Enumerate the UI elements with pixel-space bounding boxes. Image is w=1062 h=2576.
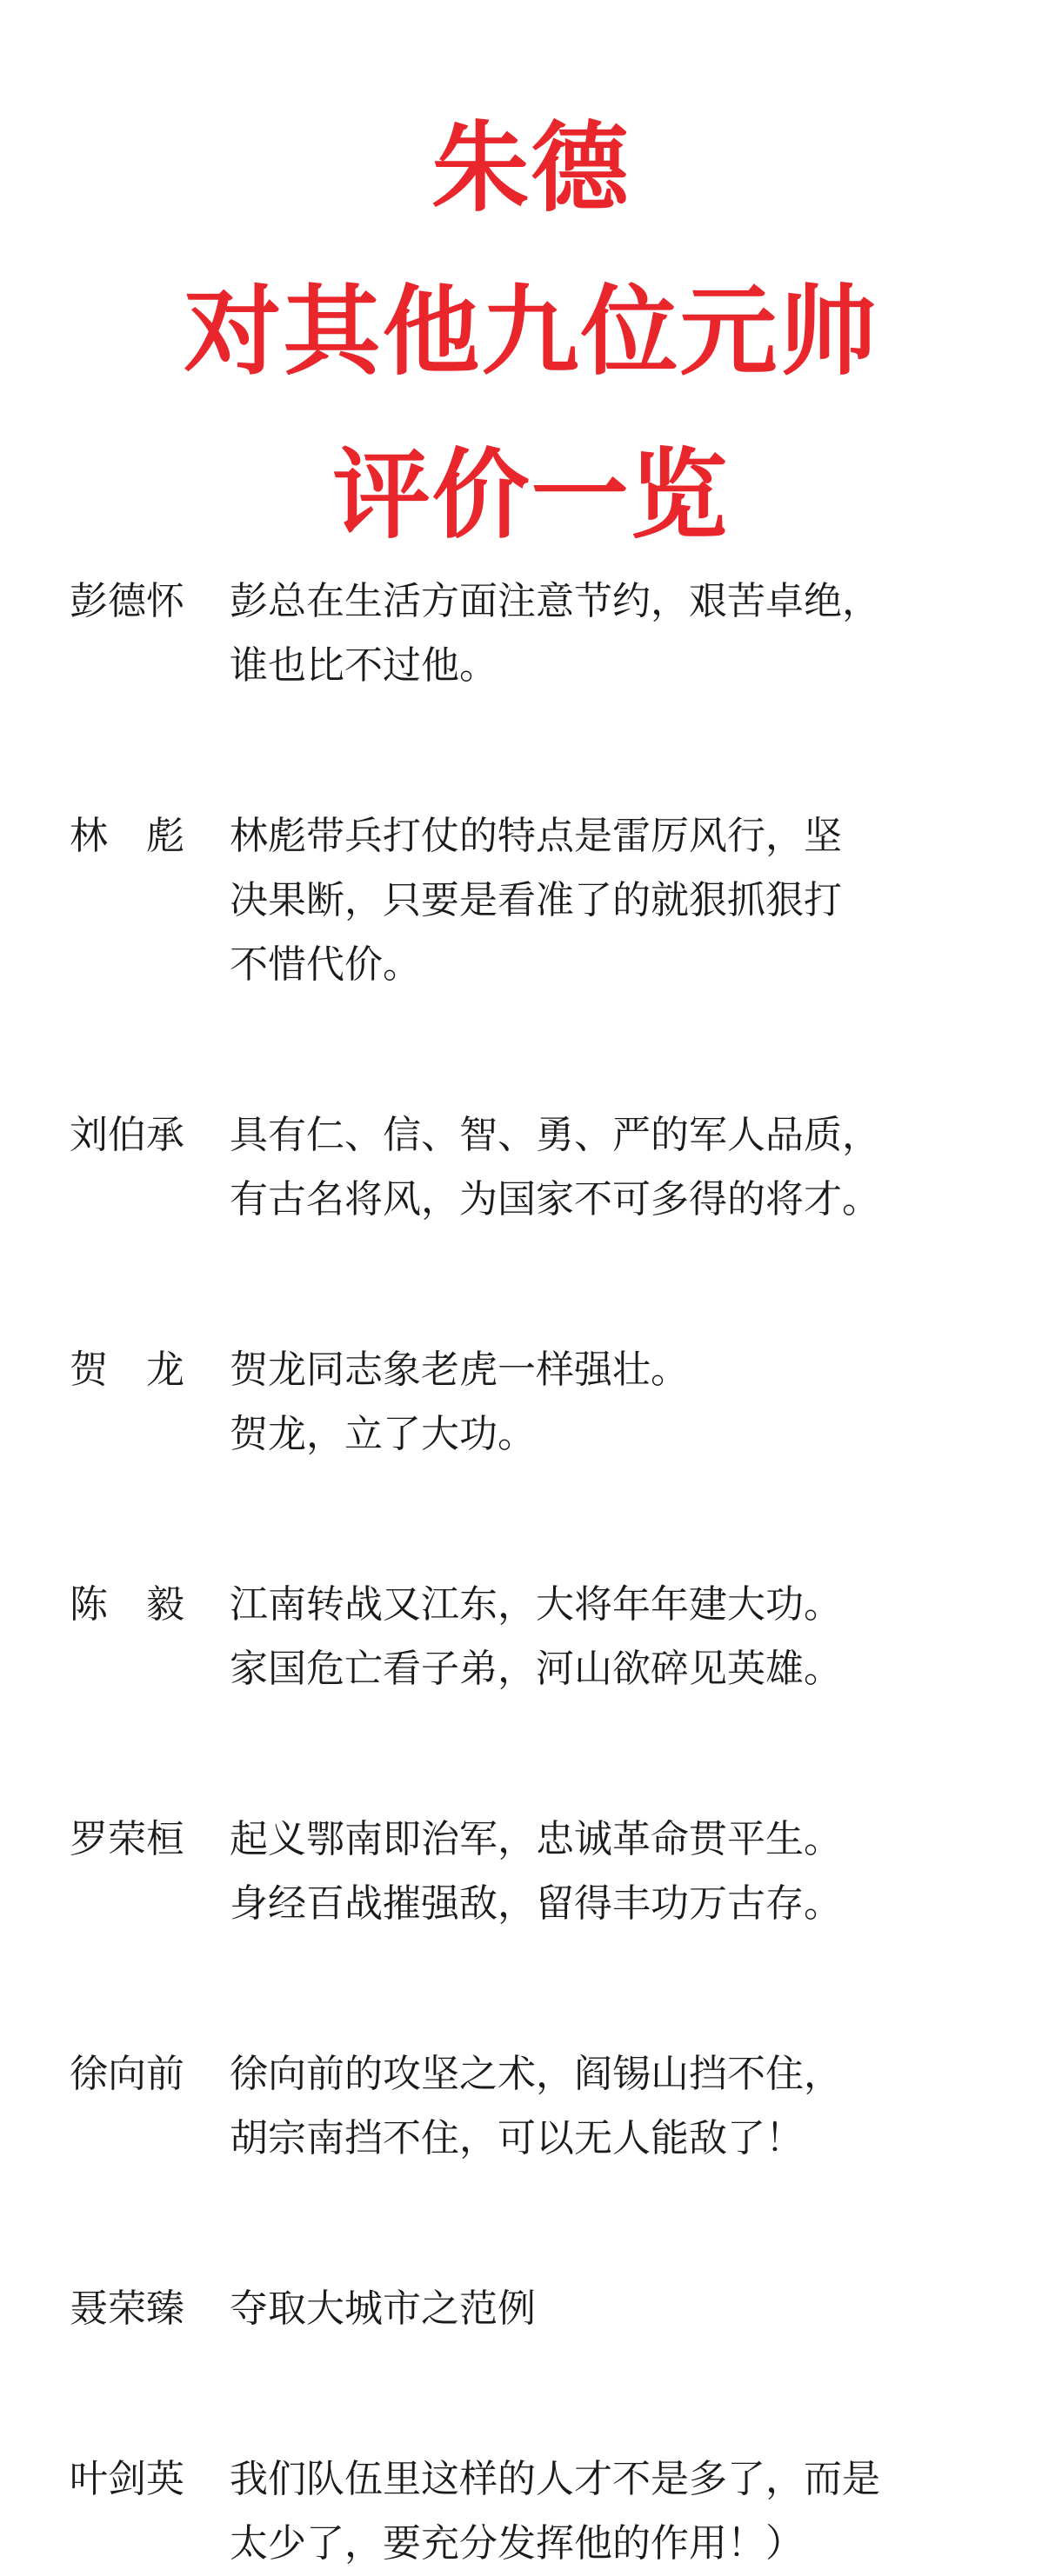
- entry-name: 贺 龙: [70, 1348, 184, 1392]
- quote-line: 林彪带兵打仗的特点是雷厉风行，坚: [230, 814, 842, 858]
- quote-line: 贺龙同志象老虎一样强壮。: [230, 1348, 689, 1392]
- quote-line: 彭总在生活方面注意节约，艰苦卓绝，: [230, 579, 880, 623]
- entry-quote: [230, 1807, 1026, 1936]
- entry-name: 刘伯承: [70, 1113, 184, 1157]
- entry-chen-yi: [70, 1573, 1026, 1701]
- quote-line: 徐向前的攻坚之术，阎锡山挡不住，: [230, 2052, 842, 2096]
- quote-line: 起义鄂南即治军，忠诚革命贯平生。: [230, 1817, 842, 1861]
- entry-name: 彭德怀: [70, 579, 184, 623]
- entry-peng-dehuai: [70, 569, 1026, 698]
- entry-name: 聂荣臻: [70, 2286, 184, 2331]
- title-line-1: 朱德: [431, 112, 631, 225]
- quote-line: 具有仁、信、智、勇、严的军人品质，: [230, 1113, 880, 1157]
- entry-name: 罗荣桓: [70, 1817, 184, 1861]
- entry-quote: [230, 1573, 1026, 1701]
- quote-line: 江南转战又江东，大将年年建大功。: [230, 1582, 842, 1627]
- entry-name: 徐向前: [70, 2052, 184, 2096]
- entry-xu-xiangqian: [70, 2042, 1026, 2171]
- quote-line: 谁也比不过他。: [230, 643, 498, 688]
- entry-name: 叶剑英: [70, 2457, 184, 2501]
- title-block: [0, 87, 1062, 577]
- entry-quote: [230, 569, 1026, 698]
- quote-line: 决果断，只要是看准了的就狠抓狠打: [230, 878, 842, 922]
- entry-quote: [230, 2447, 1026, 2576]
- entry-quote: [230, 2277, 1026, 2341]
- entry-quote: [230, 804, 1026, 997]
- quote-line: 太少了，要充分发挥他的作用！）: [230, 2521, 804, 2566]
- entry-quote: [230, 1338, 1026, 1467]
- entry-name: 林 彪: [70, 814, 184, 858]
- entry-ye-jianying: [70, 2447, 1026, 2576]
- title-line-2: 对其他九位元帅: [184, 276, 878, 389]
- entry-lin-biao: [70, 804, 1026, 997]
- quote-line: 我们队伍里这样的人才不是多了，而是: [230, 2457, 880, 2501]
- quote-line: 家国危亡看子弟，河山欲碎见英雄。: [230, 1647, 842, 1691]
- entry-quote: [230, 2042, 1026, 2171]
- entry-luo-ronghuan: [70, 1807, 1026, 1936]
- entry-liu-bocheng: [70, 1103, 1026, 1232]
- evaluation-list: [70, 569, 1026, 2576]
- entry-name: 陈 毅: [70, 1582, 184, 1627]
- quote-line: 贺龙，立了大功。: [230, 1412, 536, 1456]
- title-line-3: 评价一览: [332, 439, 730, 552]
- quote-line: 不惜代价。: [230, 942, 421, 987]
- quote-line: 胡宗南挡不住，可以无人能敌了！: [230, 2116, 804, 2160]
- quote-line: 夺取大城市之范例: [230, 2286, 536, 2331]
- entry-he-long: [70, 1338, 1026, 1467]
- entry-quote: [230, 1103, 1026, 1232]
- quote-line: 有古名将风，为国家不可多得的将才。: [230, 1177, 880, 1221]
- entry-nie-rongzhen: [70, 2277, 1026, 2341]
- quote-line: 身经百战摧强敌，留得丰功万古存。: [230, 1881, 842, 1926]
